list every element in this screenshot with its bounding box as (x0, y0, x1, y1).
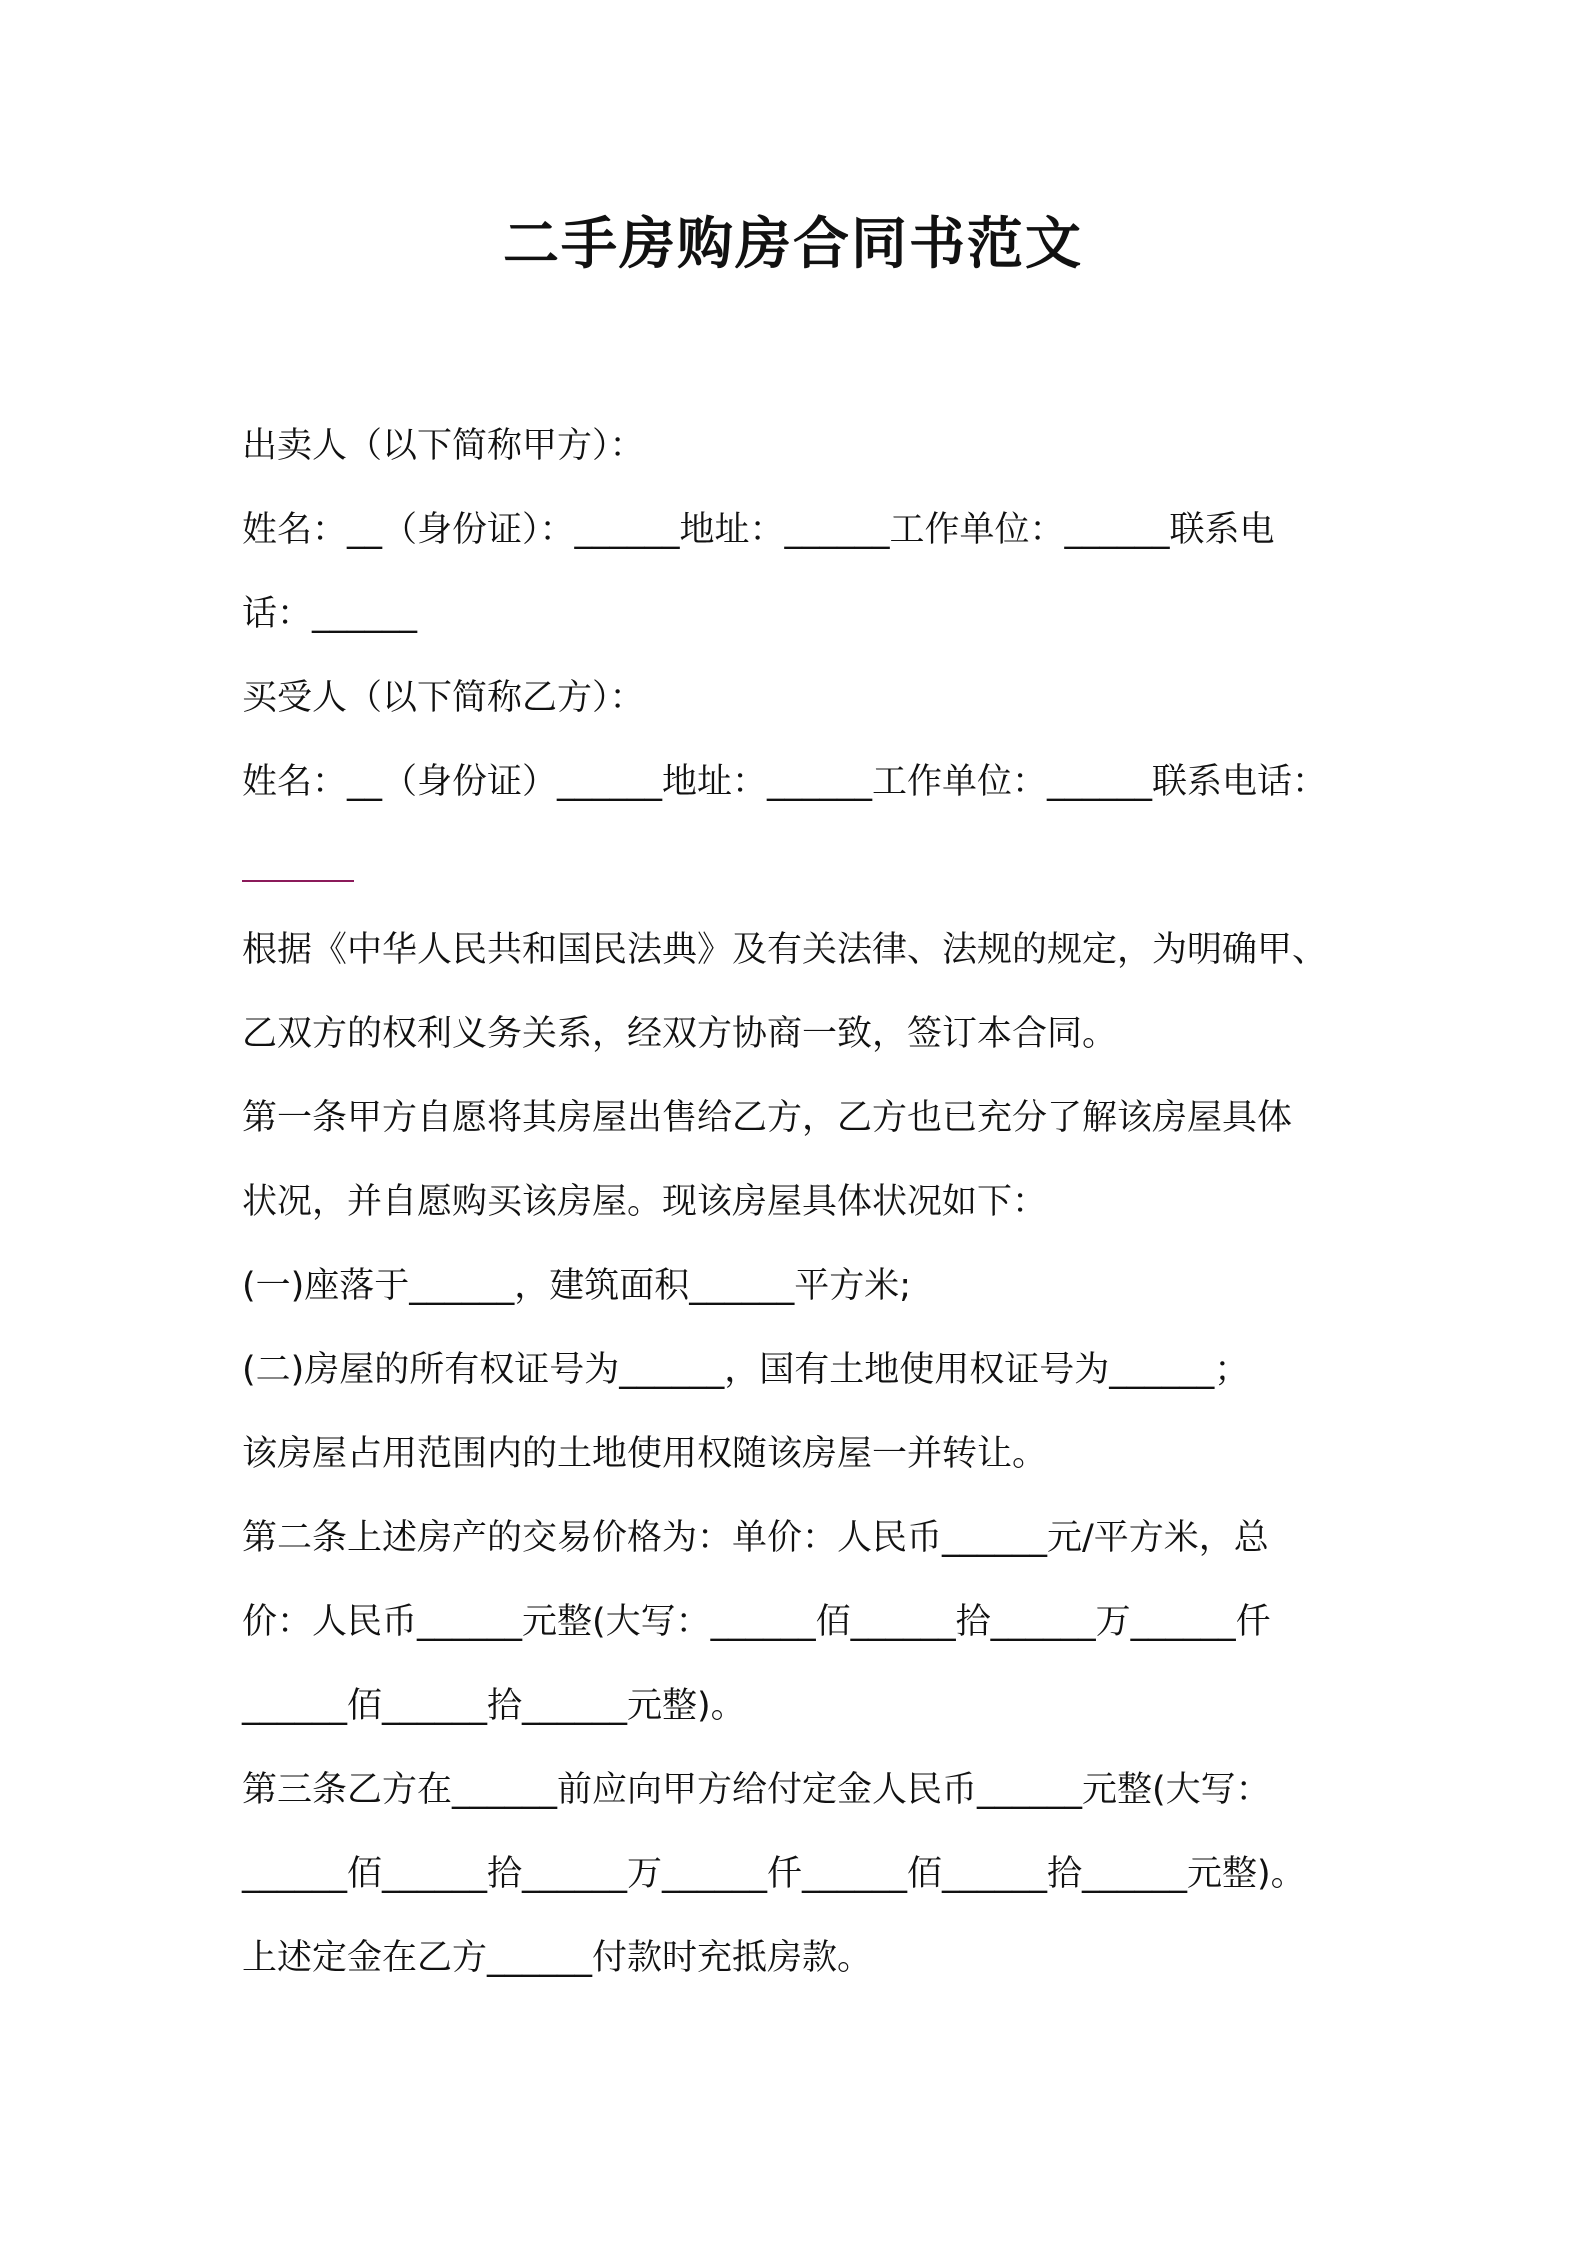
article-3-line-3: 上述定金在乙方______付款时充抵房款。 (242, 1938, 873, 1978)
page-title: 二手房购房合同书范文 (503, 212, 1083, 277)
article-1-line-2: 状况，并自愿购买该房屋。现该房屋具体状况如下： (242, 1182, 1048, 1222)
article-2-line-3: ______佰______拾______元整)。 (242, 1686, 746, 1726)
seller-heading: 出卖人（以下简称甲方）： (242, 426, 645, 466)
seller-info-line-2: 话：______ (242, 594, 418, 634)
preamble-line-2: 乙双方的权利义务关系，经双方协商一致，签订本合同。 (242, 1014, 1118, 1054)
article-1-item-2: (二)房屋的所有权证号为______，国有土地使用权证号为______； (242, 1350, 1250, 1390)
buyer-info-line-1: 姓名：__（身份证）______地址：______工作单位：______联系电话： (242, 762, 1328, 802)
phone-blank-underline (242, 824, 354, 908)
article-1-item-1: (一)座落于______，建筑面积______平方米; (242, 1266, 912, 1306)
seller-info-line-1: 姓名：__（身份证）：______地址：______工作单位：______联系电 (242, 510, 1275, 550)
article-1-line-1: 第一条甲方自愿将其房屋出售给乙方，乙方也已充分了解该房屋具体 (242, 1098, 1293, 1138)
article-3-line-2: ______佰______拾______万______仟______佰______拾______元整)。 (242, 1854, 1306, 1894)
preamble-line-1: 根据《中华人民共和国民法典》及有关法律、法规的规定，为明确甲、 (242, 930, 1328, 970)
article-1-land-transfer: 该房屋占用范围内的土地使用权随该房屋一并转让。 (242, 1434, 1048, 1474)
article-2-line-1: 第二条上述房产的交易价格为：单价：人民币______元/平方米，总 (242, 1518, 1269, 1558)
article-3-line-1: 第三条乙方在______前应向甲方给付定金人民币______元整(大写： (242, 1770, 1271, 1810)
article-2-line-2: 价：人民币______元整(大写：______佰______拾______万______仟 (242, 1602, 1271, 1642)
buyer-phone-blank-line (242, 824, 1362, 908)
contract-body (242, 404, 1362, 2000)
buyer-heading: 买受人（以下简称乙方）： (242, 678, 645, 718)
